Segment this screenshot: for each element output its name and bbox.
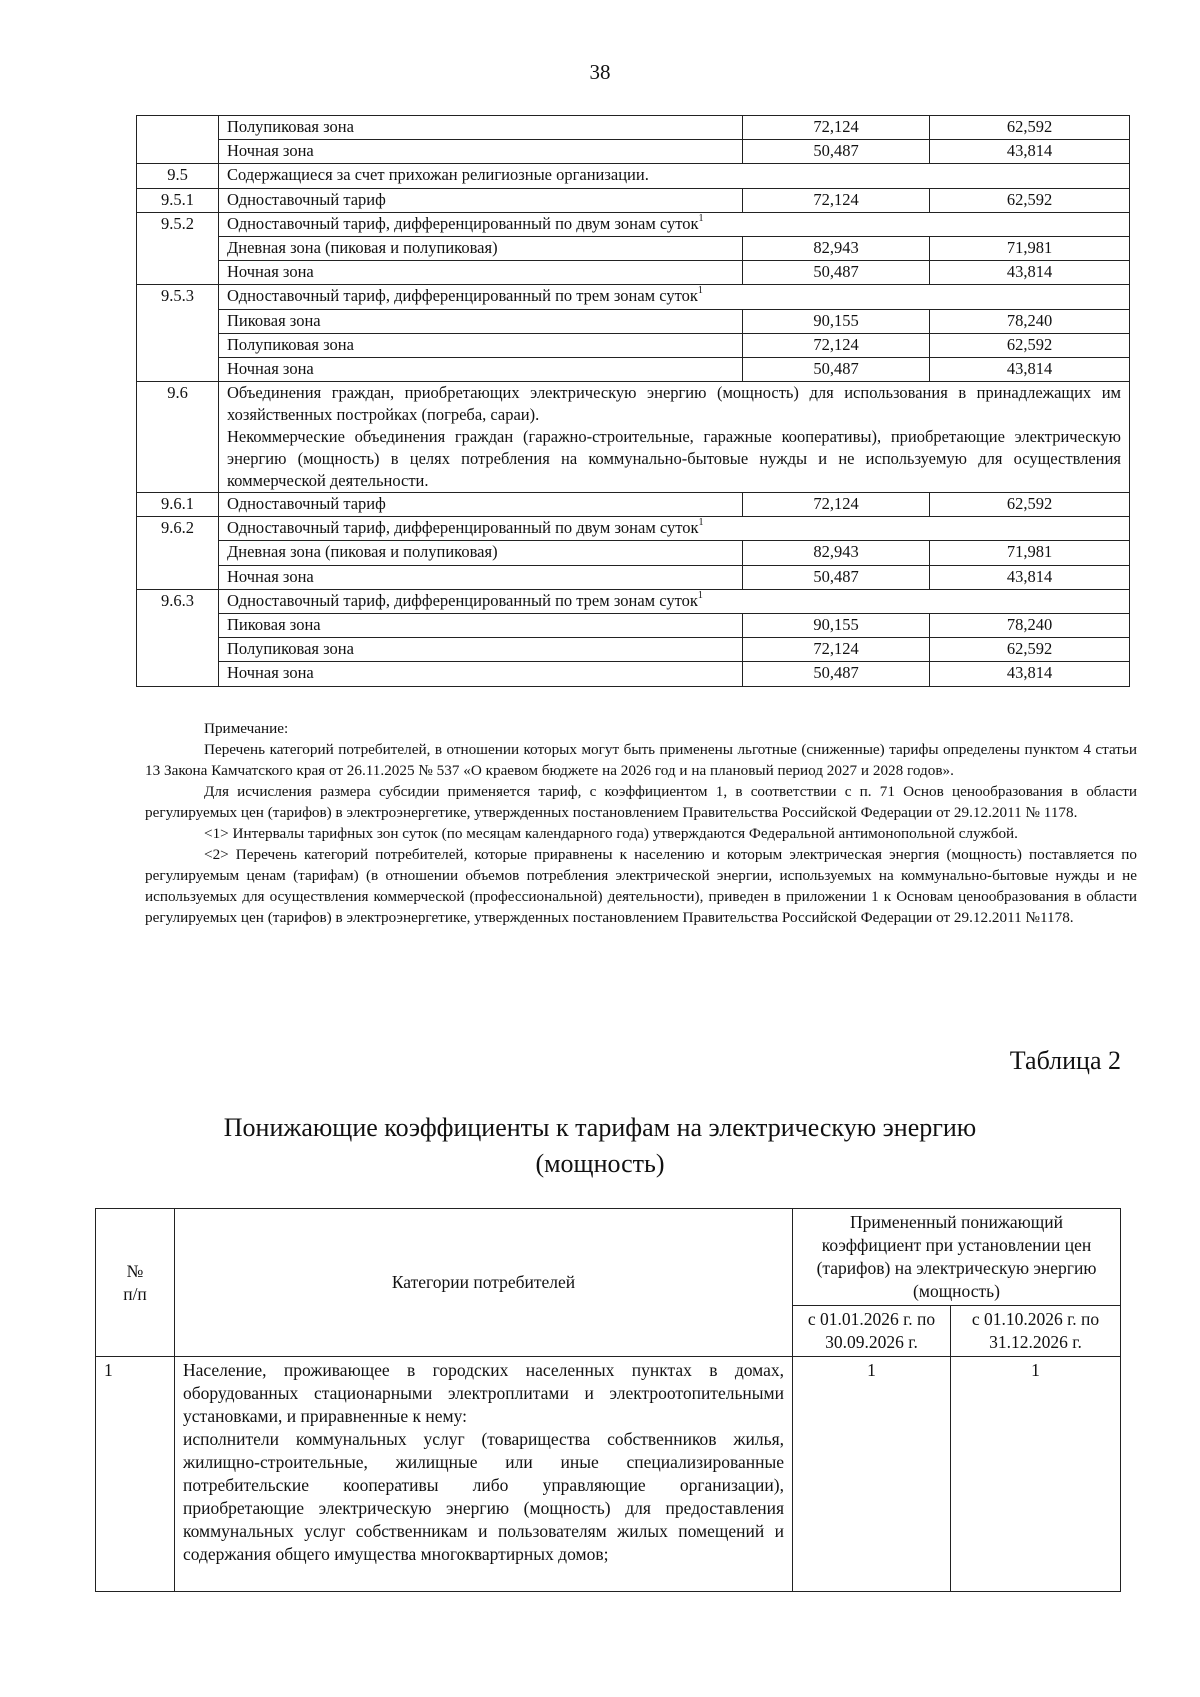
table-row bbox=[137, 116, 1130, 140]
row-number: 9.6.1 bbox=[137, 493, 219, 517]
notes bbox=[145, 718, 1137, 928]
row-label: Дневная зона (пиковая и полупиковая) bbox=[219, 236, 743, 260]
row-label: Одноставочный тариф, дифференцированный по двум зонам суток$^1$ bbox=[219, 212, 1130, 236]
table-row bbox=[137, 357, 1130, 381]
table-title-line: (мощность) bbox=[535, 1149, 665, 1178]
row-value-v1: 72,124 bbox=[743, 333, 930, 357]
row-label: Одноставочный тариф, дифференцированный по двум зонам суток$^1$ bbox=[219, 517, 1130, 541]
row-number: 9.5.2 bbox=[137, 212, 219, 285]
table-row bbox=[137, 541, 1130, 565]
table-row bbox=[137, 236, 1130, 260]
row-number: 9.5.1 bbox=[137, 188, 219, 212]
row-label: Объединения граждан, приобретающих электрическую энергию (мощность) для использования в принадлежащих им хозяйственных постройках (погреба, сараи). Некоммерческие объединения граждан (гаражно-строительные, гаражные кооперативы), приобретающие электрическую энергию (мощность) в целях потребления на коммунально-бытовые нужды и не используемую для осуществления коммерческой деятельности. bbox=[219, 382, 1130, 493]
table-row bbox=[137, 493, 1130, 517]
row-value-v1: 72,124 bbox=[743, 188, 930, 212]
row-number: 9.6.3 bbox=[137, 589, 219, 686]
header-period-2: с 01.10.2026 г. по 31.12.2026 г. bbox=[951, 1306, 1121, 1357]
row-label: Ночная зона bbox=[219, 140, 743, 164]
row-value-v2: 62,592 bbox=[930, 493, 1130, 517]
row-value-v1: 72,124 bbox=[743, 638, 930, 662]
footnote-ref: 1 bbox=[698, 212, 704, 224]
row-label: Дневная зона (пиковая и полупиковая) bbox=[219, 541, 743, 565]
table-row bbox=[137, 662, 1130, 686]
row-value-v1: 90,155 bbox=[743, 614, 930, 638]
table-row bbox=[137, 614, 1130, 638]
row-label: Пиковая зона bbox=[219, 614, 743, 638]
row-number: 9.6.2 bbox=[137, 517, 219, 590]
row-value-v1: 72,124 bbox=[743, 493, 930, 517]
row-value-1: 1 bbox=[793, 1357, 951, 1592]
header-coef: Примененный понижающий коэффициент при установлении цен (тарифов) на электрическую энергию (мощность) bbox=[793, 1209, 1121, 1306]
row-label: Одноставочный тариф, дифференцированный по трем зонам суток$^1$ bbox=[219, 589, 1130, 613]
note-paragraph: Для исчисления размера субсидии применяется тариф, с коэффициентом 1, в соответствии с п. 71 Основ ценообразования в области регулируемых цен (тарифов) в электроэнергетике, утвержденных постановлением Правительства Российской Федерации от 29.12.2011 № 1178. bbox=[145, 783, 1137, 821]
row-num: 1 bbox=[96, 1357, 175, 1592]
table-row bbox=[137, 188, 1130, 212]
footnote-ref: 1 bbox=[697, 589, 703, 601]
table-row bbox=[137, 589, 1130, 613]
row-label: Содержащиеся за счет прихожан религиозные организации. bbox=[219, 164, 1130, 188]
notes-heading: Примечание: bbox=[204, 720, 289, 737]
row-label: Одноставочный тариф bbox=[219, 493, 743, 517]
row-value-v2: 78,240 bbox=[930, 614, 1130, 638]
row-value-v2: 62,592 bbox=[930, 116, 1130, 140]
table-row bbox=[137, 638, 1130, 662]
row-label: Полупиковая зона bbox=[219, 333, 743, 357]
row-number: 9.5.3 bbox=[137, 285, 219, 382]
table-row bbox=[137, 333, 1130, 357]
row-value-v1: 50,487 bbox=[743, 662, 930, 686]
row-value-v2: 43,814 bbox=[930, 261, 1130, 285]
note-paragraph: Перечень категорий потребителей, в отношении которых могут быть применены льготные (сниженные) тарифы определены пунктом 4 статьи 13 Закона Камчатского края от 26.11.2025 № 537 «О краевом бюджете на 2026 год и на плановый период 2027 и 2028 годов». bbox=[145, 741, 1137, 779]
row-value-v2: 62,592 bbox=[930, 333, 1130, 357]
coefficients-table bbox=[95, 1208, 1121, 1592]
row-value-v1: 50,487 bbox=[743, 565, 930, 589]
row-number bbox=[137, 116, 219, 164]
table-row bbox=[137, 212, 1130, 236]
row-value-v2: 62,592 bbox=[930, 188, 1130, 212]
row-value-2: 1 bbox=[951, 1357, 1121, 1592]
row-value-v2: 71,981 bbox=[930, 541, 1130, 565]
table-title bbox=[0, 1110, 1200, 1182]
row-value-v2: 43,814 bbox=[930, 565, 1130, 589]
row-value-v1: 90,155 bbox=[743, 309, 930, 333]
table-row bbox=[137, 309, 1130, 333]
footnote-ref: 1 bbox=[698, 517, 704, 529]
row-label: Полупиковая зона bbox=[219, 116, 743, 140]
table-row bbox=[137, 285, 1130, 309]
row-value-v1: 50,487 bbox=[743, 357, 930, 381]
table-row bbox=[137, 517, 1130, 541]
row-label: Ночная зона bbox=[219, 357, 743, 381]
row-label: Ночная зона bbox=[219, 261, 743, 285]
row-value-v1: 82,943 bbox=[743, 541, 930, 565]
header-category: Категории потребителей bbox=[175, 1209, 793, 1357]
header-num: № п/п bbox=[96, 1209, 175, 1357]
row-label: Одноставочный тариф, дифференцированный по трем зонам суток$^1$ bbox=[219, 285, 1130, 309]
row-number: 9.5 bbox=[137, 164, 219, 188]
row-number: 9.6 bbox=[137, 382, 219, 493]
row-value-v1: 72,124 bbox=[743, 116, 930, 140]
row-label: Ночная зона bbox=[219, 565, 743, 589]
row-value-v2: 78,240 bbox=[930, 309, 1130, 333]
note-paragraph: <2> Перечень категорий потребителей, которые приравнены к населению и которым электрическая энергия (мощность) поставляется по регулируемым ценам (тарифам) (в отношении объемов потребления электрической энергии, используемых на коммунально-бытовые нужды и не используемых для осуществления коммерческой (профессиональной) деятельности), приведен в приложении 1 к Основам ценообразования в области регулируемых цен (тарифов) в электроэнергетике, утвержденных постановлением Правительства Российской Федерации от 29.12.2011 №1178. bbox=[145, 846, 1137, 926]
row-value-v1: 50,487 bbox=[743, 140, 930, 164]
row-label: Полупиковая зона bbox=[219, 638, 743, 662]
row-label: Пиковая зона bbox=[219, 309, 743, 333]
row-value-v2: 71,981 bbox=[930, 236, 1130, 260]
table-row bbox=[137, 164, 1130, 188]
row-value-v1: 50,487 bbox=[743, 261, 930, 285]
row-value-v2: 43,814 bbox=[930, 140, 1130, 164]
table-title-line: Понижающие коэффициенты к тарифам на электрическую энергию bbox=[223, 1113, 977, 1142]
header-period-1: с 01.01.2026 г. по 30.09.2026 г. bbox=[793, 1306, 951, 1357]
page-number: 38 bbox=[589, 60, 611, 84]
row-value-v2: 43,814 bbox=[930, 662, 1130, 686]
table-row bbox=[137, 140, 1130, 164]
table-label: Таблица 2 bbox=[1009, 1046, 1121, 1075]
table-row bbox=[137, 565, 1130, 589]
table-row bbox=[137, 382, 1130, 493]
tariff-table bbox=[136, 115, 1130, 687]
row-value-v1: 82,943 bbox=[743, 236, 930, 260]
row-category: Население, проживающее в городских населенных пунктах в домах, оборудованных стационарными электроплитами и электроотопительными установками, и приравненные к нему: исполнители коммунальных услуг (товарищества собственников жилья, жилищно-строительные, жилищные или иные специализированные потребительские кооперативы либо управляющие организации), приобретающие электрическую энергию (мощность) для предоставления коммунальных услуг собственникам и пользователям жилых помещений и содержания общего имущества многоквартирных домов; bbox=[175, 1357, 793, 1592]
note-paragraph: <1> Интервалы тарифных зон суток (по месяцам календарного года) утверждаются Федеральной антимонопольной службой. bbox=[204, 825, 1018, 842]
row-label: Одноставочный тариф bbox=[219, 188, 743, 212]
row-value-v2: 62,592 bbox=[930, 638, 1130, 662]
row-label: Ночная зона bbox=[219, 662, 743, 686]
row-value-v2: 43,814 bbox=[930, 357, 1130, 381]
footnote-ref: 1 bbox=[697, 285, 703, 297]
table-row bbox=[137, 261, 1130, 285]
table-row bbox=[96, 1357, 1121, 1592]
